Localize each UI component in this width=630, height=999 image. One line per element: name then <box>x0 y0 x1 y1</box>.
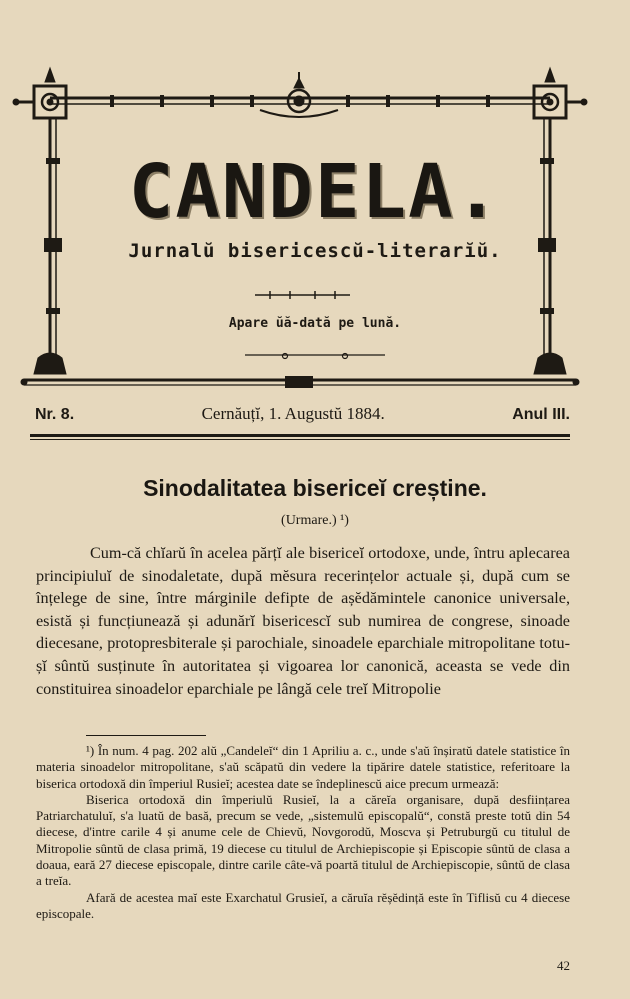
issue-year: Anul III. <box>512 406 570 423</box>
divider-ornament-bottom <box>0 350 630 360</box>
footnote-paragraph: Afară de acestea maĭ este Exarchatul Grusieĭ, a căruĭa rĕșĕdință este în Tiflisŭ cu 4 diecese episcopale. <box>36 889 570 921</box>
divider-ornament-top <box>0 290 630 300</box>
masthead-subtitle: Jurnalŭ bisericescŭ-literarĭŭ. <box>128 240 502 262</box>
footnote-rule <box>86 735 206 736</box>
issue-line <box>35 404 570 424</box>
issue-place-date: Cernăuțĭ, 1. Augustŭ 1884. <box>201 404 385 423</box>
page-number: 42 <box>557 958 570 973</box>
article-paragraph: Cum-că chĭarŭ în acelea părțĭ ale bisericeĭ ortodoxe, unde, întru aplecarea principiuluĭ de sinodaletate, după mĕsura recerințelor actuale și, după cum se înțelege de sine, între márginile defipte de așĕdămintele canonice universale, esistă și funcțiunează și adunărĭ bisericescĭ sub numirea de congrese, sinoade diecesane, protopresbiterale și parochiale, sinoadele eparchiale mitropolitane totu-șĭ sûntŭ susținute în autoritatea și vigoarea lor canonică, aceasta se vede din constituirea sinoadelor eparchiale pe lângă cele treĭ Mitropolie <box>36 544 570 698</box>
header-rule <box>30 434 570 437</box>
footnote-paragraph: ¹) În num. 4 pag. 202 alŭ „Candeleĭ“ din 1 Apriliu a. c., unde s'aŭ înșiratŭ datele statistice în materia sinoadelor mitropolitane, s'aŭ scăpatŭ din vedere la tipărire datele statistice, referitoare la biserica ortodoxă din împeriul Rusieĭ; acestea date se îndeplinescŭ aice precum urmează: <box>36 743 570 791</box>
header-rule-thin <box>30 439 570 440</box>
article-title: Sinodalitatea bisericeĭ creștine. <box>143 475 487 501</box>
footnote-paragraph: Biserica ortodoxă din împeriulŭ Rusieĭ, la a căreĭa organisare, după desființarea Patriarchatuluĭ, s'a luatŭ de basă, precum se vede, „sistemulŭ episcopalŭ“, constă preste totŭ din 54 diecese, d'intre carile 4 și anume cele de Chievŭ, Novgorodŭ, Moscva și Petruburgŭ cu titulul de Mitropolie sûntŭ de clasa primă, 19 diecese cu titulul de Archiepiscopie și Episcopie sûntŭ de clasa a doaua, eară 27 diecese episcopale, dintre carile câte-vă poartă titulul de Archiepiscopie, sûntŭ de clasa a treĭa. <box>36 791 570 889</box>
masthead-title: CANDELA. <box>128 149 502 235</box>
footnotes <box>36 743 570 922</box>
issue-number: Nr. 8. <box>35 406 75 423</box>
publication-frequency: Apare ŭă-dată pe lună. <box>228 316 402 331</box>
continuation-note: (Urmare.) ¹) <box>281 513 349 528</box>
